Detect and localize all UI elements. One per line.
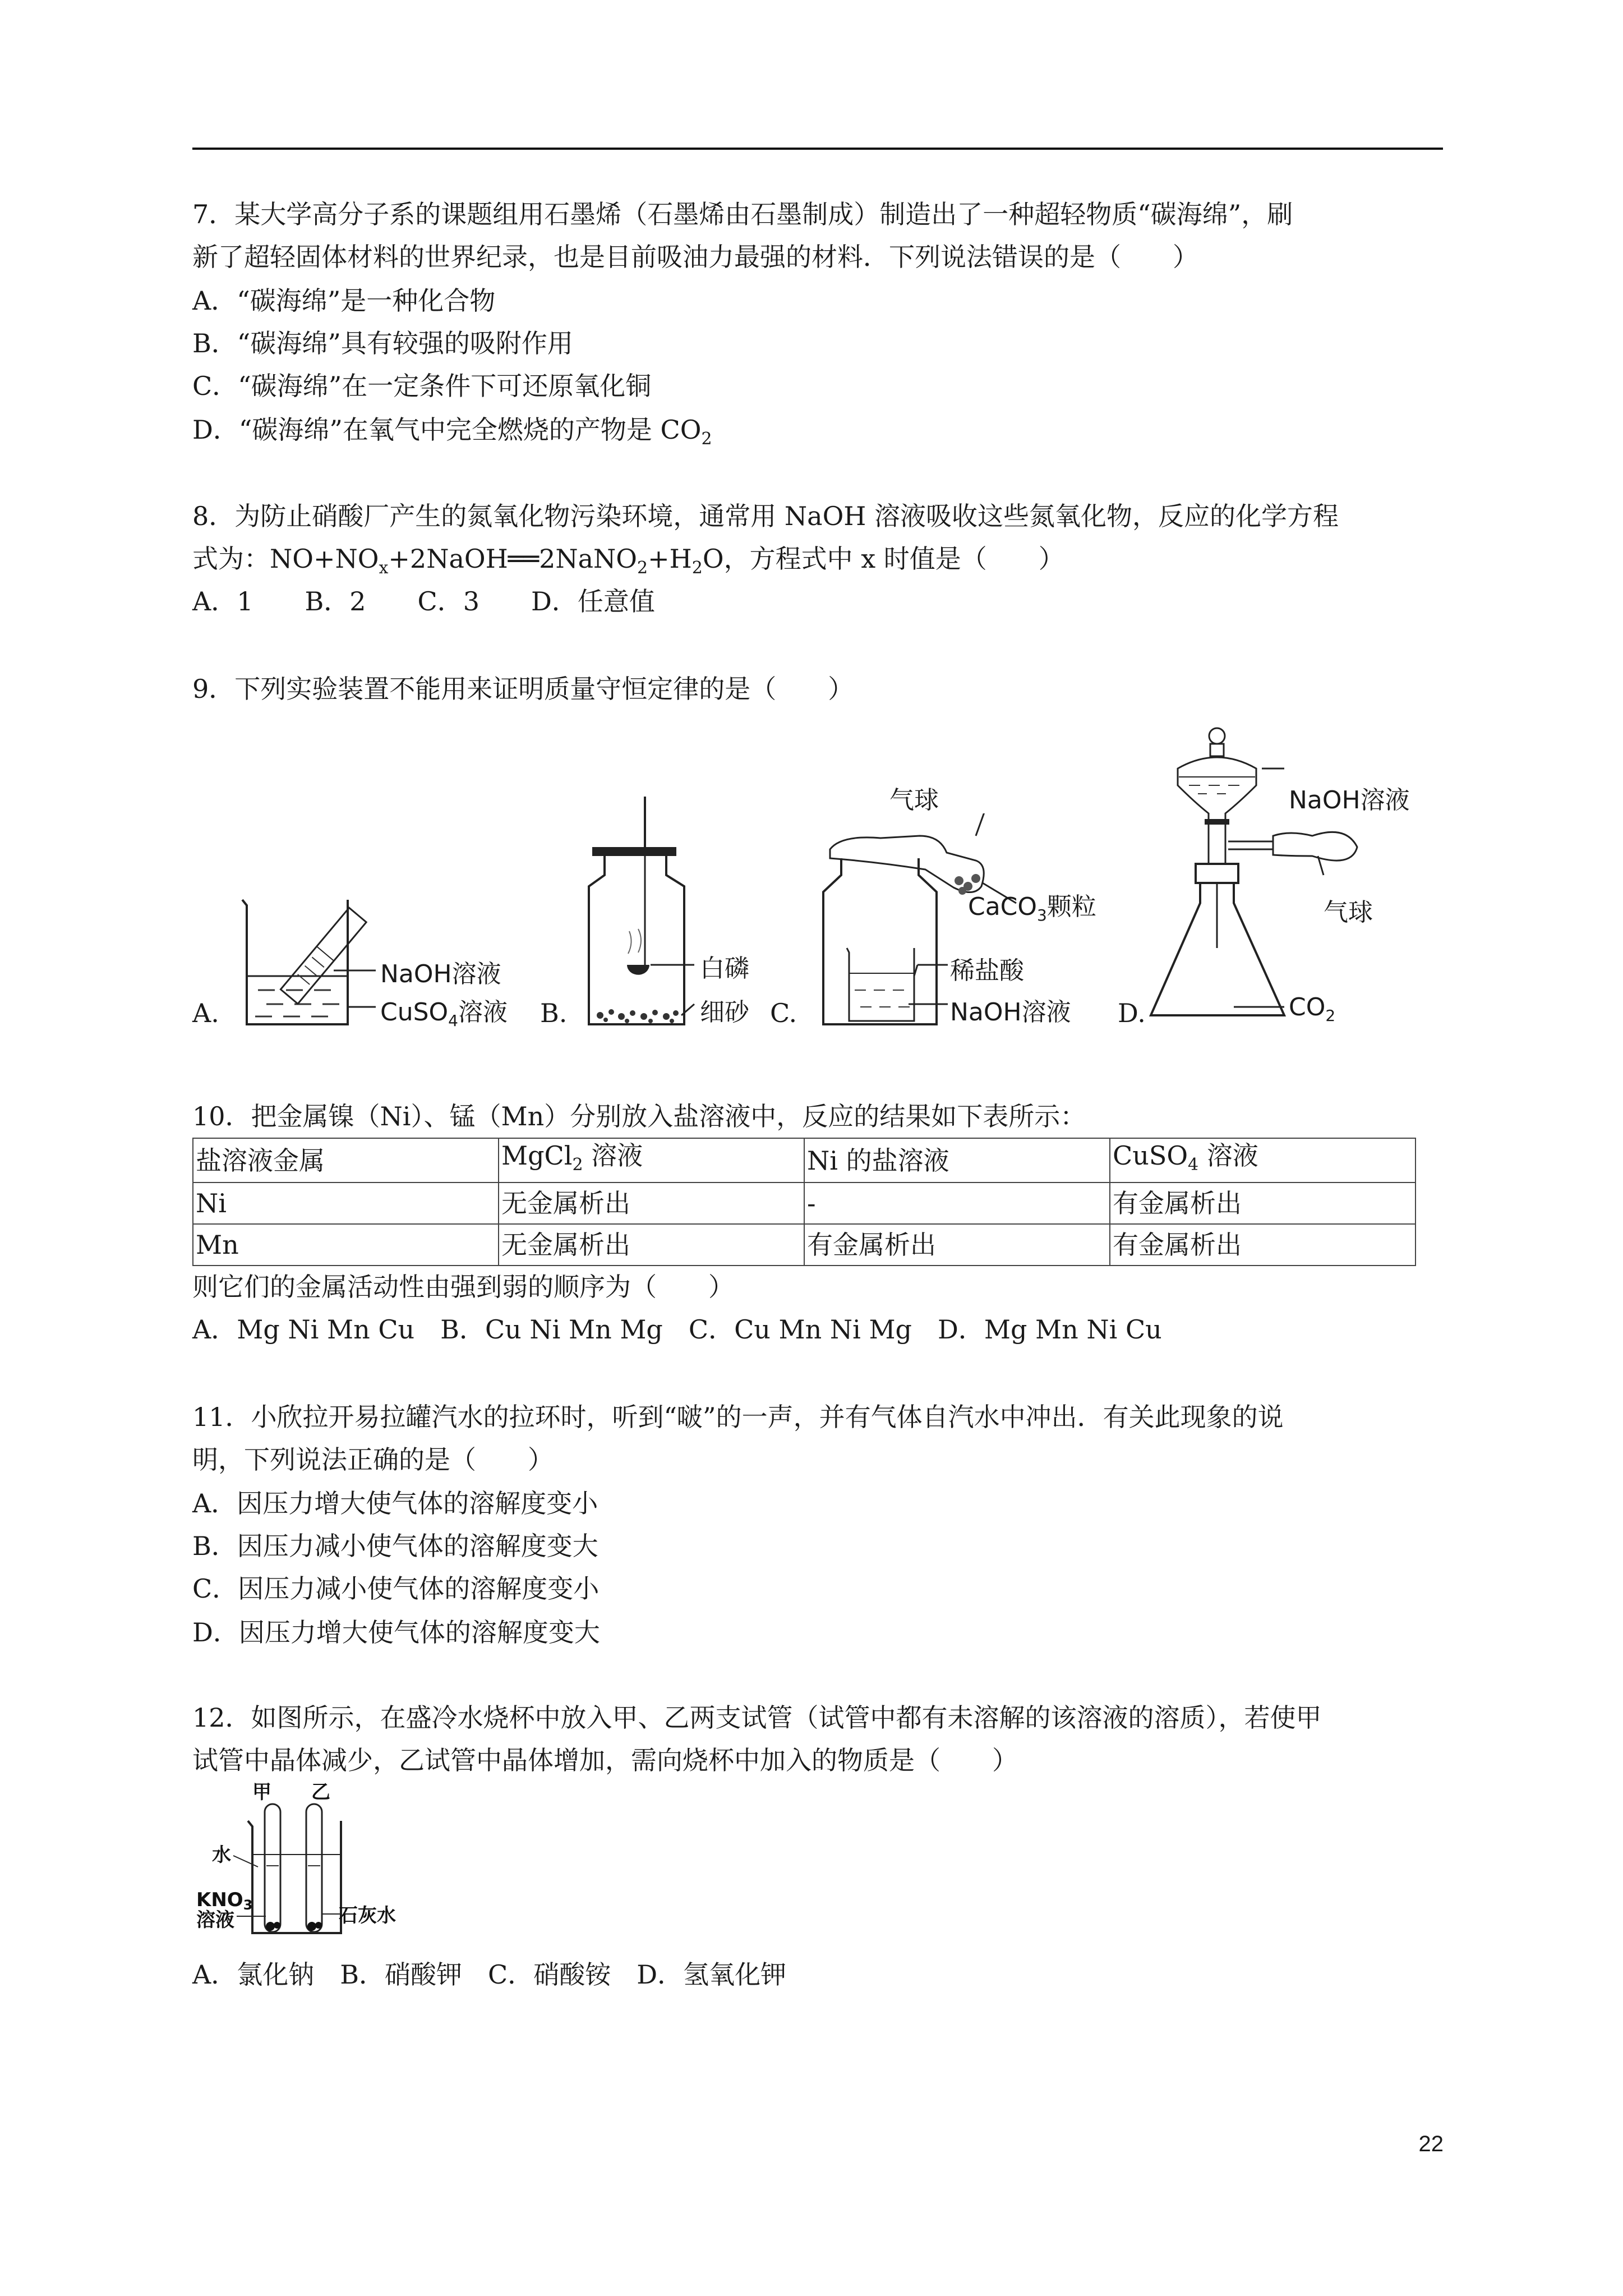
q9-stem: 9．下列实验装置不能用来证明质量守恒定律的是（ ）	[192, 674, 854, 704]
table-cell: Mn	[193, 1224, 499, 1266]
q11-stem-line2: 明，下列说法正确的是（ ）	[192, 1444, 554, 1475]
q9-figure-d-label-naoh: NaOH溶液	[1289, 786, 1410, 815]
q9-label-c: C.	[770, 998, 797, 1028]
q9-figure-c-label-hcl: 稀盐酸	[950, 956, 1024, 985]
q10-results-table	[192, 1138, 1416, 1266]
header-rule	[192, 148, 1443, 150]
q12-figure-label-kno3: KNO3	[196, 1889, 253, 1913]
q9-label-a: A.	[192, 998, 219, 1028]
q12-stem-line1: 12．如图所示，在盛冷水烧杯中放入甲、乙两支试管（试管中都有未溶解的该溶液的溶质），若使甲	[192, 1703, 1322, 1733]
q9-figure-d-label-co2: $CO_2$	[1289, 993, 1336, 1025]
table-cell: Ni	[193, 1182, 499, 1224]
table-row	[193, 1224, 1415, 1266]
table-cell: 有金属析出	[1110, 1182, 1415, 1224]
q11-option-c: C．因压力减小使气体的溶解度变小	[192, 1573, 600, 1604]
q9-figure-c-label-balloon: 气球	[889, 786, 939, 815]
table-header-cell: MgCl$_2$ 溶液	[499, 1138, 804, 1182]
q9-figure-c-label-caco3: CaCO$_3$颗粒	[968, 892, 1096, 924]
q12-figure-label-kno3-solution: 溶液	[196, 1909, 234, 1931]
q12-figure-label-jia: 甲	[252, 1782, 271, 1803]
q7-option-b: B．“碳海绵”具有较强的吸附作用	[192, 328, 573, 358]
table-cell: 有金属析出	[1110, 1224, 1415, 1266]
q11-option-a: A．因压力增大使气体的溶解度变小	[192, 1488, 598, 1519]
q9-figure-a-label-cuso4: CuSO$_4$溶液	[380, 998, 508, 1030]
q12-figure-label-yi: 乙	[311, 1782, 330, 1803]
q10-question: 则它们的金属活动性由强到弱的顺序为（ ）	[192, 1272, 734, 1302]
table-header-cell: CuSO$_4$ 溶液	[1110, 1138, 1415, 1182]
q11-stem-line1: 11．小欣拉开易拉罐汽水的拉环时，听到“啵”的一声，并有气体自汽水中冲出．有关此现象的说	[192, 1402, 1284, 1432]
table-header-cell: 盐溶液金属	[193, 1138, 499, 1182]
q9-figure-a-label-naoh: NaOH溶液	[380, 960, 501, 988]
table-cell: 无金属析出	[499, 1182, 804, 1224]
q10-options: A．Mg Ni Mn Cu B．Cu Ni Mn Mg C．Cu Mn Ni Mg D．Mg Mn Ni Cu	[192, 1314, 1162, 1345]
q12-stem-line2: 试管中晶体减少，乙试管中晶体增加，需向烧杯中加入的物质是（ ）	[192, 1745, 1018, 1775]
table-cell: -	[804, 1182, 1110, 1224]
q12-figure-label-water: 水	[212, 1844, 231, 1866]
q9-label-b: B.	[540, 998, 568, 1028]
q7-stem-line2: 新了超轻固体材料的世界纪录，也是目前吸油力最强的材料．下列说法错误的是（ ）	[192, 242, 1198, 272]
table-header-row	[193, 1138, 1415, 1182]
table-header-cell: Ni 的盐溶液	[804, 1138, 1110, 1182]
q9-figure-d-label-balloon: 气球	[1324, 898, 1373, 927]
q9-figure-b-label-white-phosphorus: 白磷	[700, 954, 749, 983]
table-cell: 无金属析出	[499, 1224, 804, 1266]
table-row	[193, 1182, 1415, 1224]
q7-stem-line1: 7．某大学高分子系的课题组用石墨烯（石墨烯由石墨制成）制造出了一种超轻物质“碳海绵”，刷	[192, 199, 1293, 229]
q9-figure-d-flask	[1144, 724, 1447, 1038]
table-cell: 有金属析出	[804, 1224, 1110, 1266]
q8-stem-line1: 8．为防止硝酸厂产生的氮氧化物污染环境，通常用 NaOH 溶液吸收这些氮氧化物，反应的化学方程	[192, 501, 1339, 531]
q7-option-d: D．“碳海绵”在氧气中完全燃烧的产物是 $CO_2$	[192, 415, 712, 449]
q9-figure-c-label-naoh: NaOH溶液	[950, 998, 1071, 1027]
q8-options: A．1 B．2 C．3 D．任意值	[192, 586, 655, 616]
q10-stem: 10．把金属镍（Ni）、锰（Mn）分别放入盐溶液中，反应的结果如下表所示：	[192, 1101, 1086, 1131]
q9-figure-b-label-sand: 细砂	[700, 998, 749, 1027]
q7-option-c: C．“碳海绵”在一定条件下可还原氧化铜	[192, 371, 652, 401]
q12-figure-label-limewater: 石灰水	[339, 1904, 396, 1927]
q12-options: A．氯化钠 B．硝酸钾 C．硝酸铵 D．氢氧化钾	[192, 1959, 787, 1990]
q11-option-b: B．因压力减小使气体的溶解度变大	[192, 1531, 598, 1561]
page-number: 22	[1418, 2132, 1444, 2156]
q11-option-d: D．因压力增大使气体的溶解度变大	[192, 1617, 600, 1648]
q8-stem-line2: 式为：$NO+NO_x+2NaOH══2NaNO_2+H_2O$，方程式中 x 时值是（ ）	[192, 544, 1064, 578]
q9-label-d: D.	[1118, 998, 1146, 1028]
q7-option-a: A．“碳海绵”是一种化合物	[192, 286, 496, 316]
q12-figure-beaker-test-tubes	[196, 1782, 421, 1944]
